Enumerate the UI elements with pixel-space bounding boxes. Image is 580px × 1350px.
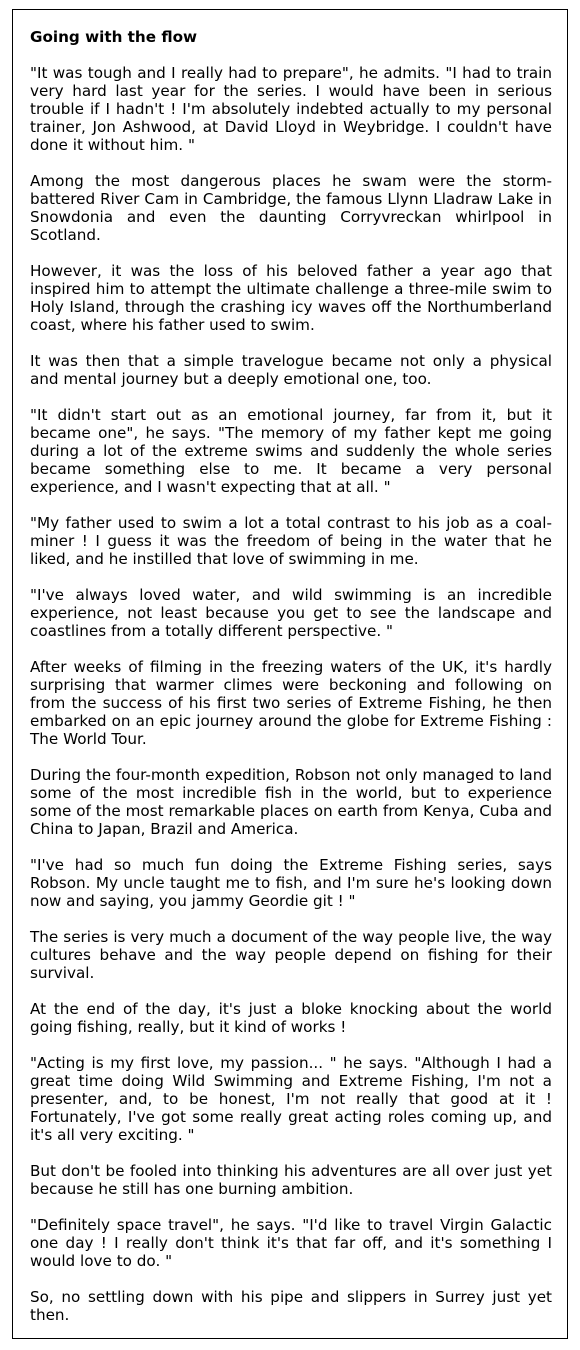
paragraph-5: "It didn't start out as an emotional journey, far from it, but it became one", he says. "The memory of my father kept me going during a lot of the extreme swims and suddenly the whole series became something else to me. It became a very personal experience, and I wasn't expecting that at all. " — [30, 406, 552, 496]
paragraph-11: The series is very much a document of the way people live, the way cultures behave and the way people depend on fishing for their survival. — [30, 928, 552, 982]
paragraph-7: "I've always loved water, and wild swimming is an incredible experience, not least because you get to see the landscape and coastlines from a totally different perspective. " — [30, 586, 552, 640]
paragraph-9: During the four-month expedition, Robson not only managed to land some of the most incredible fish in the world, but to experience some of the most remarkable places on earth from Kenya, Cuba and China to Japan, Brazil and America. — [30, 766, 552, 838]
article — [30, 28, 552, 1324]
paragraph-8: After weeks of filming in the freezing waters of the UK, it's hardly surprising that warmer climes were beckoning and following on from the success of his first two series of Extreme Fishing, he then embarked on an epic journey around the globe for Extreme Fishing : The World Tour. — [30, 658, 552, 748]
paragraph-15: "Definitely space travel", he says. "I'd like to travel Virgin Galactic one day ! I really don't think it's that far off, and it's something I would love to do. " — [30, 1216, 552, 1270]
paragraph-2: Among the most dangerous places he swam were the storm-battered River Cam in Cambridge, the famous Llynn Lladraw Lake in Snowdonia and even the daunting Corryvreckan whirlpool in Scotland. — [30, 172, 552, 244]
paragraph-1: "It was tough and I really had to prepare", he admits. "I had to train very hard last year for the series. I would have been in serious trouble if I hadn't ! I'm absolutely indebted actually to my personal trainer, Jon Ashwood, at David Lloyd in Weybridge. I couldn't have done it without him. " — [30, 64, 552, 154]
paragraph-13: "Acting is my first love, my passion... " he says. "Although I had a great time doing Wild Swimming and Extreme Fishing, I'm not a presenter, and, to be honest, I'm not really that good at it ! Fortunately, I've got some really great acting roles coming up, and it's all very exciting. " — [30, 1054, 552, 1144]
paragraph-14: But don't be fooled into thinking his adventures are all over just yet because he still has one burning ambition. — [30, 1162, 552, 1198]
paragraph-3: However, it was the loss of his beloved father a year ago that inspired him to attempt the ultimate challenge a three-mile swim to Holy Island, through the crashing icy waves off the Northumberland coast, where his father used to swim. — [30, 262, 552, 334]
paragraph-16: So, no settling down with his pipe and slippers in Surrey just yet then. — [30, 1288, 552, 1324]
paragraph-6: "My father used to swim a lot a total contrast to his job as a coal-miner ! I guess it was the freedom of being in the water that he liked, and he instilled that love of swimming in me. — [30, 514, 552, 568]
paragraph-10: "I've had so much fun doing the Extreme Fishing series, says Robson. My uncle taught me to fish, and I'm sure he's looking down now and saying, you jammy Geordie git ! " — [30, 856, 552, 910]
article-title: Going with the flow — [30, 28, 198, 46]
paragraph-12: At the end of the day, it's just a bloke knocking about the world going fishing, really, but it kind of works ! — [30, 1000, 552, 1036]
paragraph-4: It was then that a simple travelogue became not only a physical and mental journey but a deeply emotional one, too. — [30, 352, 552, 388]
